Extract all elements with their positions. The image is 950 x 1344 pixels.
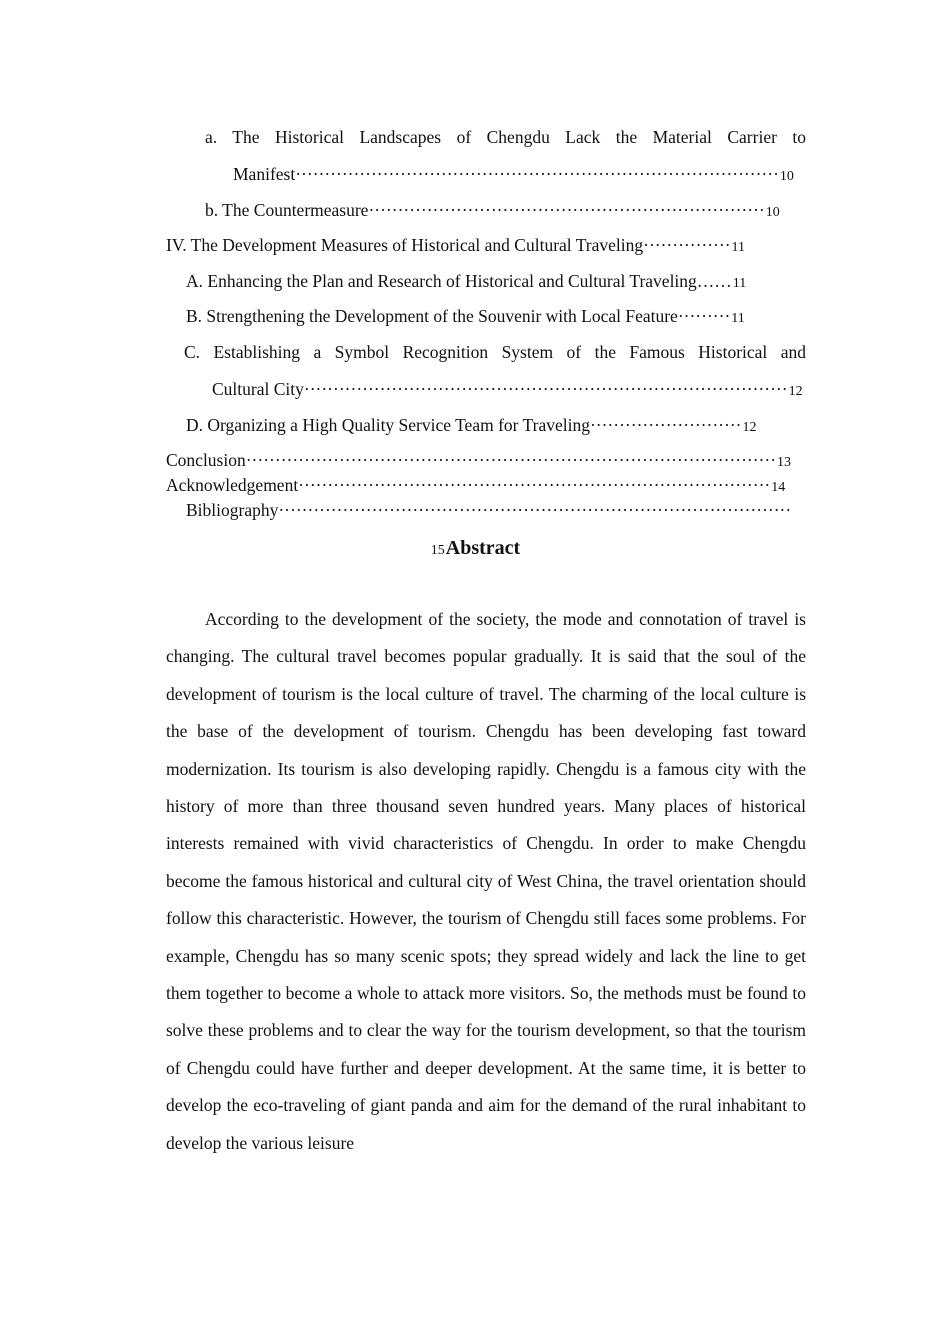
toc-entry-A: [186, 271, 746, 294]
abstract-body: According to the development of the society, the mode and connotation of travel is changing. The cultural travel becomes popular gradually. It is said that the soul of the development of tourism is the local culture of travel. The charming of the local culture is the base of the development of tourism. Chengdu has been developing fast toward modernization. Its tourism is also developing rapidly. Chengdu is a famous city with the history of more than three thousand seven hundred years. Many places of historical interests remained with vivid characteristics of Chengdu. In order to make Chengdu become the famous historical and cultural city of West China, the travel orientation should follow this characteristic. However, the tourism of Chengdu still faces some problems. For example, Chengdu has so many scenic spots; they spread widely and lack the line to get them together to become a whole to attack more visitors. So, the methods must be found to solve these problems and to clear the way for the tourism development, so that the tourism of Chengdu could have further and deeper development. At the same time, it is better to develop the eco-traveling of giant panda and aim for the demand of the rural inhabitant to develop the various leisure: [166, 609, 806, 1153]
toc-entry-D: [186, 415, 756, 438]
toc-page-number: 10: [765, 205, 780, 220]
toc-entry-A-text: A. Enhancing the Plan and Research of Historical and Cultural Traveling……: [186, 271, 732, 291]
toc-entry-C-line2: [212, 379, 803, 402]
toc-page-number: 11: [731, 240, 746, 255]
toc-section-iv: [166, 235, 745, 258]
toc-page-number: 12: [788, 384, 803, 399]
toc-entry-C-leader: Cultural City···················································································: [212, 379, 788, 399]
toc-entry-a-line1: a. The Historical Landscapes of Chengdu Lack the Material Carrier to: [205, 127, 806, 147]
toc-acknowledgement: [166, 475, 785, 498]
toc-entry-b-text: b. The Countermeasure····································································: [205, 200, 765, 220]
toc-entry-C-line1: C. Establishing a Symbol Recognition System of the Famous Historical and: [184, 342, 806, 362]
toc-bibliography-page: 15: [430, 543, 445, 558]
toc-bibliography-text: Bibliography························································································: [186, 500, 792, 520]
toc-page-number: 12: [742, 420, 757, 435]
toc-page-number: 11: [731, 311, 745, 326]
toc-conclusion: [166, 450, 791, 473]
toc-conclusion-text: Conclusion···························································································: [166, 450, 777, 470]
toc-entry-a-leader: Manifest···················································································: [233, 164, 779, 184]
toc-acknowledgement-text: Acknowledgement·················································································: [166, 475, 771, 495]
toc-entry-D-text: D. Organizing a High Quality Service Team for Traveling··························: [186, 415, 742, 435]
toc-entry-b: [205, 200, 780, 223]
toc-section-iv-text: IV. The Development Measures of Historical and Cultural Traveling···············: [166, 235, 731, 255]
abstract-heading: [0, 536, 950, 563]
toc-page-number: 14: [771, 480, 786, 495]
abstract-title: Abstract: [445, 537, 521, 559]
toc-entry-B-text: B. Strengthening the Development of the Souvenir with Local Feature·········: [186, 306, 731, 326]
toc-page-number: 13: [777, 455, 792, 470]
toc-entry-a-line2: [233, 164, 794, 187]
toc-page-number: 10: [779, 169, 794, 184]
toc-entry-B: [186, 306, 745, 329]
toc-bibliography: [186, 500, 791, 520]
toc-page-number: 11: [732, 276, 747, 291]
